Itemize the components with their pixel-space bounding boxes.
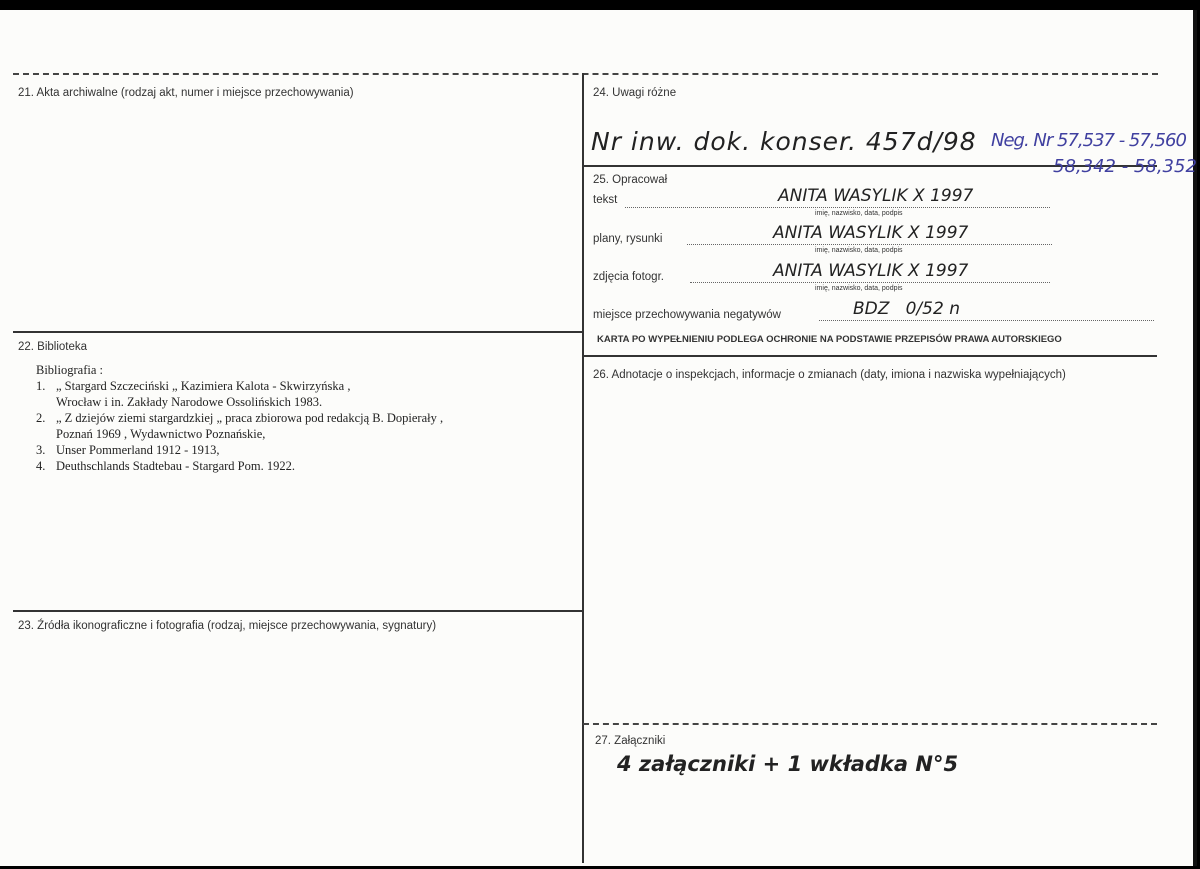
bibliography-item xyxy=(36,410,443,442)
section-21-label: 21. Akta archiwalne (rodzaj akt, numer i miejsce przechowywania) xyxy=(18,87,354,99)
field-caption: imię, nazwisko, data, podpis xyxy=(815,285,903,292)
item-line: „ Z dziejów ziemi stargardzkiej „ praca zbiorowa pod redakcją B. Dopierały , xyxy=(56,411,444,425)
center-divider xyxy=(582,73,584,863)
fill-line xyxy=(819,320,1154,321)
field-caption: imię, nazwisko, data, podpis xyxy=(815,247,903,254)
section-26-label: 26. Adnotacje o inspekcjach, informacje o zmianach (daty, imiona i nazwiska wypełniających) xyxy=(593,369,1066,381)
copyright-notice: KARTA PO WYPEŁNIENIU PODLEGA OCHRONIE NA PODSTAWIE PRZEPISÓW PRAWA AUTORSKIEGO xyxy=(597,334,1062,345)
section-27-label: 27. Załączniki xyxy=(595,735,666,747)
bibliography-item xyxy=(36,442,443,458)
negatives-storage-value: BDZ 0/52 n xyxy=(853,299,960,319)
record-card xyxy=(0,10,1197,866)
item-line: Wrocław i in. Zakłady Narodowe Ossolińskich 1983. xyxy=(56,395,323,409)
section-23-label: 23. Źródła ikonograficzne i fotografia (rodzaj, miejsce przechowywania, sygnatury) xyxy=(18,620,437,632)
item-number: 2. xyxy=(36,411,46,425)
row-label-text: tekst xyxy=(593,194,618,206)
item-number: 3. xyxy=(36,443,46,457)
bibliography-item xyxy=(36,378,443,410)
row-label-plans: plany, rysunki xyxy=(593,233,663,245)
section-25-label: 25. Opracował xyxy=(593,174,668,186)
negatives-storage-label: miejsce przechowywania negatywów xyxy=(593,309,781,321)
item-line: Unser Pommerland 1912 - 1913, xyxy=(56,443,220,457)
attachments-handwriting: 4 załączniki + 1 wkładka N°5 xyxy=(617,752,959,776)
item-line: Poznań 1969 , Wydawnictwo Poznańskie, xyxy=(56,427,266,441)
bibliography xyxy=(36,362,443,474)
section-24-label: 24. Uwagi różne xyxy=(593,87,677,99)
author-signature: ANITA WASYLIK X 1997 xyxy=(778,186,974,206)
fill-line xyxy=(625,207,1050,208)
author-signature: ANITA WASYLIK X 1997 xyxy=(773,223,969,243)
item-number: 4. xyxy=(36,459,46,473)
item-number: 1. xyxy=(36,379,46,393)
divider-22-23 xyxy=(13,610,583,612)
fill-line xyxy=(690,282,1050,283)
divider-25-26 xyxy=(583,355,1157,357)
item-line: Deuthschlands Stadtebau - Stargard Pom. 1922. xyxy=(56,459,295,473)
bibliography-heading: Bibliografia : xyxy=(36,363,103,377)
row-label-photos: zdjęcia fotogr. xyxy=(593,271,664,283)
divider-21-22 xyxy=(13,331,583,333)
item-line: „ Stargard Szczeciński „ Kazimiera Kalota - Skwirzyńska , xyxy=(56,379,351,393)
card-form xyxy=(13,73,1197,863)
divider-26-27 xyxy=(583,723,1157,725)
negative-numbers-line2: 58,342 - 58,352 xyxy=(1053,156,1197,177)
author-signature: ANITA WASYLIK X 1997 xyxy=(773,261,969,281)
field-caption: imię, nazwisko, data, podpis xyxy=(815,210,903,217)
inventory-handwriting: Nr inw. dok. konser. 457d/98 xyxy=(591,127,977,156)
section-22-label: 22. Biblioteka xyxy=(18,341,88,353)
bibliography-item xyxy=(36,458,443,474)
top-border xyxy=(13,73,1158,75)
fill-line xyxy=(687,244,1052,245)
negative-numbers-line1: Neg. Nr 57,537 - 57,560 xyxy=(991,130,1186,151)
